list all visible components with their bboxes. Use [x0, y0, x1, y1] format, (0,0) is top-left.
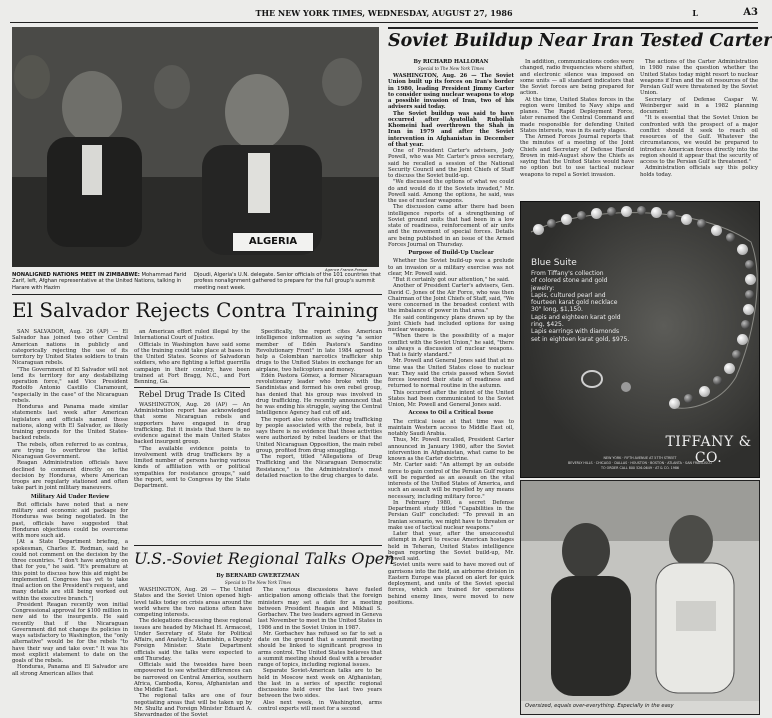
paragraph: "But it certainly got our attention," he said.	[393, 277, 510, 283]
paragraph: The report also notes other drug trafficking by people associated with the rebels, but it says there is no evidence that those activities were authorized by rebel leaders or that the United Nicaraguan Opposition, the main rebel group, profited from drug smuggling.	[256, 416, 382, 454]
paragraph: Officials said the twosides have been empowered to see whether differences can be narrowed on Central America, southern Africa, Cambodia, Korea, Afghanistan and the Middle East.	[134, 662, 252, 693]
ad-line: jewelry:	[531, 284, 555, 292]
edition-letter: L	[692, 8, 698, 18]
ad-line: From Tiffany's collection	[531, 270, 604, 277]
photo-caption-left	[12, 272, 188, 291]
paragraph: Honduras and Panama made similar statements last week after American legislators and officials named those nations, along with El Salvador, as likely training grounds for the United States-backed rebels.	[12, 404, 128, 442]
paragraph: Honduras, Panama and El Salvador are all strong American allies that	[12, 664, 128, 677]
gem-icon	[713, 376, 722, 385]
paragraph: At the time, United States forces in the region were limited to Navy ships and planes. The Rapid Deployment Force, later renamed the Central Command and made responsible for defending United States interests, was in its early stages.	[520, 96, 634, 134]
ad-line: Lapis and eighteen karat gold	[531, 313, 621, 321]
ad-line: fourteen karat gold necklace	[531, 299, 618, 307]
paragraph: Secretary of Defense Caspar W. Weinberger said in a 1982 planning document:	[640, 96, 758, 115]
gem-icon	[684, 394, 693, 403]
paragraph: Specifically, the report cites American intelligence information as saying "a senior member of Edén Pastora's Sandino Revolutionary Front" in late 1984 agreed to help a Colombian narcotics trafficker ship drugs to the United States in exchange for an airplane, two helicopters and money.	[256, 329, 382, 373]
paragraph: In addition, communications codes were changed, radio frequencies where shifted, and electronic silence was imposed on some units — all standard indicators that the Soviet forces are being prepared for action.	[520, 59, 634, 97]
paragraph: Officials in Washington have said some of the training could take place at bases in the United States. Scores of Salvadoran soldiers, who are fighting a leftist guerrilla campaign in their country, have been trained at Fort Bragg, N.C., and Fort Benning, Ga.	[134, 341, 250, 385]
paragraph: [At a State Department briefing, a spokesman, Charles E. Redman, said he could not comment on the decision by the three countries. "I don't have anything on that for you," he said. "It's premature at this point to discuss how this aid might be implemented. Congress has yet to take final action on the President's request, and many details are still being worked out within the executive branch."]	[12, 539, 128, 602]
pearl-icon	[745, 274, 756, 285]
ad-line: 30" long, $1,150.	[531, 306, 583, 314]
store-address: NEW YORK · FIFTH AVENUE AT 57TH STREET	[603, 456, 677, 460]
paragraph: The discussion came after there had been intelligence reports of a strengthening of Soviet ground units that had been in a low state of readiness, reinforcement of air units and the movement of special forces. Details are being published in an issue of the Armed Forces Journal on Thursday.	[388, 204, 514, 248]
paragraph: The Armed Forces Journal reports that the minutes of a meeting of the Joint Chiefs and Secretary of Defense Harold Brown in mid-August show the Chiefs as saying that the United States would have no option but to use tactical nuclear weapons to repel a Soviet invasion.	[520, 134, 634, 178]
divider	[134, 545, 382, 546]
paragraph: WASHINGTON, Aug. 26 — The Soviet Union built up its forces on Iran's border in 1980, leading President Jimmy Carter to consider using nuclear weapons to stop a possible invasion of Iran, two of his advisers said today.	[388, 73, 514, 111]
photo-caption-text-left: Mohammad Farid Zarif, left, Afghan representative at the United Nations, talking in Harare with Hazim	[12, 272, 187, 291]
ad-caption: Oversized, equals over-everything. Especially in the easy	[525, 703, 674, 709]
paragraph: The rebels, often referred to as contras, are trying to overthrow the leftist Nicaraguan Government.	[12, 441, 128, 460]
article3-dateline-credit: Special to The New York Times	[417, 66, 485, 71]
gem-icon	[607, 207, 616, 216]
article3-col3	[640, 59, 758, 197]
gem-icon	[637, 206, 646, 215]
paragraph: The delegations discussing these regional issues are headed by Michael H. Armacost, Under Secretary of State for Political Affairs, and Anatoly L. Adamishin, a Deputy Foreign Minister. State Department officials said the talks were expected to end Thursday.	[134, 618, 252, 662]
paragraph: Mr. Gorbachev has refused so far to set a date on the ground that a summit meeting should be linked to significant progress in arms control. The United States believes that a summit meeting should deal with a broader range of topics, including regional issues.	[258, 630, 382, 668]
paragraph: WASHINGTON, Aug. 26 — The United States and the Soviet Union opened high-level talks today on crisis areas around the world where the two nations often have competing interests.	[134, 587, 252, 618]
pearl-icon	[737, 244, 748, 255]
article3-headline: Soviet Buildup Near Iran Tested Carter	[388, 31, 772, 51]
paragraph: Separate Soviet-American talks are to be held in Moscow next week on Afghanistan, the last in a series of specific regional discussions held over the last two years between the two sides.	[258, 668, 382, 700]
pearl-icon	[591, 208, 602, 219]
article3-col1	[388, 73, 514, 713]
article1-headline: El Salvador Rejects Contra Training	[12, 298, 379, 322]
pearl-icon	[724, 363, 735, 374]
photo-caption-head: NONALIGNED NATIONS MEET IN ZIMBABWE:	[12, 272, 140, 278]
divider	[12, 294, 382, 295]
clothing-advertisement	[520, 480, 760, 715]
order-line: TO ORDER CALL 800 526-0649 · AT & CO. 1986	[600, 466, 680, 470]
paragraph: The regional talks are one of four negotiating areas that will be taken up by Mr. Shultz and Foreign Minister Eduard A. Shevardnadze of the Soviet	[134, 693, 252, 718]
pearl-icon	[699, 386, 710, 397]
gem-icon	[745, 260, 754, 269]
paragraph: But officials have noted that a new military and economic aid package for Honduras was being negotiated. In the past, officials have suggested that Honduran objections could be overcome with more such aid.	[12, 501, 128, 539]
paragraph: The various discussions have fueled anticipation among officials that the foreign ministers may set a date for a meeting between President Reagan and Mikhail S. Gorbachev. The two leaders agreed in Geneva last November to meet in the United States in 1986 and in the Soviet Union in 1987.	[258, 587, 382, 631]
ad-photo	[521, 481, 759, 701]
paragraph: an American effort ruled illegal by the International Court of Justice.	[134, 329, 250, 342]
gem-icon	[697, 219, 706, 228]
pearl-icon	[737, 334, 748, 345]
gem-icon	[741, 320, 750, 329]
photo-scene	[12, 27, 379, 267]
article1-col3	[256, 329, 382, 541]
ad-line: ring, $425.	[531, 321, 564, 329]
gem-icon	[577, 211, 586, 220]
algeria-sign: ALGERIA	[232, 232, 314, 252]
ad-title: Blue Suite	[531, 258, 577, 268]
paragraph: Mr. Carter said: "An attempt by an outside force to gain control of the Persian Gulf region will be regarded as an assault on the vital interests of the United States of America, and such an assault will be repelled by any means necessary, including military force."	[388, 462, 514, 500]
paragraph: The actions of the Carter Administration in 1980 raise the question whether the United States today might resort to nuclear weapons if Iran and the oil resources of the Persian Gulf were threatened by the Soviet Union.	[640, 59, 758, 97]
ring-icon	[581, 370, 603, 388]
pearl-icon	[681, 214, 692, 225]
gem-icon	[732, 350, 741, 359]
paragraph: The Soviet buildup was said to have occurred after Ayatollah Ruhollah Khomeini had overthrown the Shah in Iran in 1979 and after the Soviet intervention in Afghanistan in December of that year.	[388, 110, 514, 148]
article2-headline: U.S.-Soviet Regional Talks Open	[134, 549, 395, 568]
store-cities: BEVERLY HILLS · CHICAGO · DALLAS · HOUSTON · BOSTON · ATLANTA · SAN FRANCISCO	[568, 461, 712, 465]
photo-credit: Agence France-Presse	[325, 267, 368, 272]
divider	[388, 27, 758, 29]
pearl-icon	[621, 206, 632, 217]
divider	[134, 387, 250, 388]
tiffany-advertisement	[520, 201, 760, 478]
masthead-title: THE NEW YORK TIMES, WEDNESDAY, AUGUST 27, 1986	[255, 8, 513, 18]
paragraph: One of President Carter's advisers, Jody Powell, who was Mr. Carter's press secretary, said he recalled a session of the National Security Council and the Joint Chiefs of Staff to discuss the Soviet build-up.	[388, 148, 514, 179]
paragraph: "It is essential that the Soviet Union be confronted with the prospect of a major conflict should it seek to reach oil resources of the Gulf. Whatever the circumstances, we would be prepared to introduce American forces directly into the region should it appear that the security of access to the Persian Gulf is threatened."	[640, 115, 758, 165]
paragraph: Whether the Soviet build-up was a prelude to an invasion or a military exercise was not clear, Mr. Powell said.	[388, 258, 514, 277]
paragraph: Soviet units were said to have moved out of garrisons into the field, an airborne division in Eastern Europe was placed on alert for quick deployment, and units of the Soviet special forces, which are trained for operations behind enemy lines, were moved to new positions.	[388, 562, 514, 606]
paragraph: This occurred after the intent of the United States had been communicated to the Soviet Union, Mr. Powell and General Jones said.	[388, 389, 514, 408]
ad-line: Lapis, cultured pearl and	[531, 291, 606, 299]
paragraph: Administration officials say this policy holds today.	[640, 165, 758, 178]
ad-copy	[531, 256, 681, 343]
paragraph: "The available evidence points to involvement with drug traffickers by a limited number of persons having various kinds of affiliation with or political sympathies for resistance groups," said the report, sent to Congress by the State Department.	[134, 445, 250, 490]
article3-byline: By RICHARD HALLORAN	[413, 59, 489, 65]
tiffany-logo: TIFFANY & CO.	[665, 434, 752, 466]
ad-line: Lapis earrings with diamonds	[531, 328, 620, 336]
ad-line: of colored stone and gold	[531, 277, 608, 285]
ad-line: set in eighteen karat gold, $975.	[531, 335, 630, 343]
paragraph: Edén Pastora Gómez, a former Nicaraguan revolutionary leader who broke with the Sandinistas and formed his own rebel group, has denied that his group was involved in drug trafficking. He recently announced that he was ending his struggle, saying the Central Intelligence Agency had cut off aid.	[256, 372, 382, 417]
masthead	[10, 6, 758, 23]
article2-col1	[134, 587, 252, 718]
news-photo	[12, 27, 379, 267]
paragraph: Thus, Mr. Powell recalled, President Carter announced in January 1980, after the Soviet intervention in Afghanistan, what came to be known as the Carter doctrine.	[388, 437, 514, 462]
article3-col2	[520, 59, 634, 197]
article2-dateline-credit: Special to The New York Times	[224, 580, 292, 585]
paragraph: Reagan Administration officials have declined to comment directly on the decision by Honduras, where American troops are regularly stationed and often take part in joint military maneuvers.	[12, 460, 128, 492]
paragraph: "We discussed the options of what we could do and would do if the Soviets invaded," Mr. Powell said. Among the options, he said, was the use of nuclear weapons.	[388, 179, 514, 204]
pearl-icon	[743, 304, 754, 315]
paragraph: WASHINGTON, Aug. 26 (AP) — An Administration report has acknowledged that some Nicaraguan rebels and supporters have engaged in drug trafficking. But it insists that there is no evidence against the main United States backed insurgent group.	[134, 401, 250, 446]
paragraph: SAN SALVADOR, Aug. 26 (AP) — El Salvador has joined two other Central American nations in publicly and categorically rejecting the use of its territory by United States soldiers to train Nicaraguan rebels.	[12, 329, 128, 367]
page-number: A3	[743, 7, 758, 18]
paragraph: Later that year, after the unsuccessful attempt in April to rescue American hostages held in Teheran, United States intelligence began reporting the Soviet build-up, Mr. Powell said.	[388, 531, 514, 562]
paragraph: "The Government of El Salvador will not lend its territory for any destabilizing operation force," said Vice President Rodolfo Antonio Castillo Claramount, "especially in the case" of the Nicaraguan rebels.	[12, 366, 128, 404]
pearl-icon	[533, 224, 544, 235]
earring-icon	[621, 382, 631, 392]
pearl-icon	[651, 207, 662, 218]
photo-caption-text-right: Djoudi, Algeria's U.N. delegate. Senior officials of the 101 countries that profess nonalignment gathered to prepare for the full group's summit meeting next week.	[194, 272, 381, 291]
pearl-icon	[561, 214, 572, 225]
photo-caption-right	[194, 272, 382, 291]
article1-col1	[12, 329, 128, 713]
paragraph: In February 1980, a secret Defense Department study titled "Capabilities in the Persian Gulf" concluded: "To prevail in an Iranian scenario, we might have to threaten or make use of tactical nuclear weapons."	[388, 499, 514, 531]
article1-col2	[134, 329, 250, 541]
gem-icon	[547, 219, 556, 228]
pearl-icon	[711, 225, 722, 236]
paragraph: "When there is the possibility of a major conflict with the Soviet Union," he said, "there is always a discussion of nuclear weapons. That is fairly standard."	[388, 333, 514, 358]
gem-icon	[726, 233, 735, 242]
article2-byline: By BERNARD GWERTZMAN	[216, 573, 300, 579]
subheading: Access to Oil a Critical Issue	[408, 410, 494, 417]
subheading: Military Aid Under Review	[30, 493, 110, 500]
article2-col2	[258, 587, 382, 713]
paragraph: He said contingency plans drawn up by the Joint Chiefs had included options for using nuclear weapons.	[388, 314, 514, 333]
paragraph: The report, titled "Allegations of Drug Trafficking and the Nicaraguan Democratic Resistance," is the Administration's most detailed reaction to the drug charges to date.	[256, 454, 382, 479]
subheading: Purpose of Build-Up Unclear	[408, 250, 494, 256]
paragraph: Another of President Carter's advisers, Gen. David C. Jones of the Air Force, who was then Chairman of the Joint Chiefs of Staff, said, "We were concerned in the broadest context with the imbalance of power in that area."	[388, 283, 514, 315]
gem-icon	[667, 210, 676, 219]
paragraph: Also next week, in Washington, arms control experts will meet for a second	[258, 699, 382, 712]
paragraph: Mr. Powell and General Jones said that at no time was the United States close to nuclear war. They said the crisis passed when Soviet forces lowered their state of readiness and returned to normal routine in the autumn.	[388, 358, 514, 390]
paragraph: The critical issue at that time was to maintain Western access to Middle East oil, notably Saudi Arabia.	[388, 418, 514, 437]
gem-icon	[745, 290, 754, 299]
subheading: Rebel Drug Trade Is Cited	[138, 389, 246, 399]
pearl-icon	[669, 398, 680, 409]
paragraph: President Reagan recently won initial Congressional approval for $100 million in new aid to the insurgents. He said recently that if the Nicaraguan Government did not change its policies in ways satisfactory to Washington, the "only alternative" would be for the rebels "to have their way and take over." It was his most explicit statement to date on the goals of the rebels.	[12, 601, 128, 664]
